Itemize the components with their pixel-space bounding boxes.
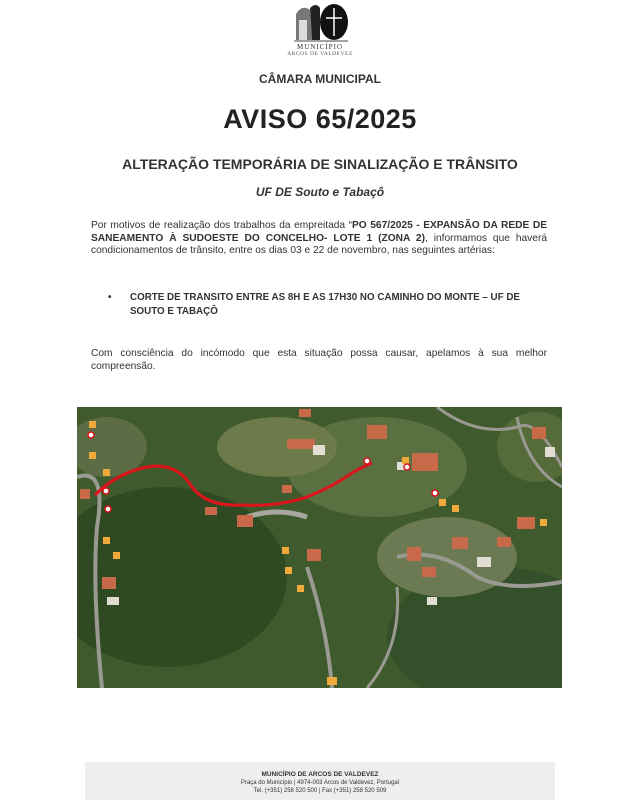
affected-roads-list — [108, 291, 548, 318]
list-item — [108, 291, 548, 318]
footer-organization: MUNICÍPIO DE ARCOS DE VALDEVEZ — [261, 771, 379, 778]
parish-name: UF DE Souto e Tabaçô — [255, 185, 385, 199]
intro-work-name: PO 567/2025 - EXPANSÃO DA REDE DE SANEAMENTO À SUDOESTE DO CONCELHO- LOTE 1 (ZONA 2) — [91, 220, 548, 244]
entity-heading: CÂMARA MUNICIPAL — [259, 72, 381, 86]
aerial-map — [77, 407, 562, 688]
bullet-icon: • — [108, 292, 112, 303]
intro-paragraph — [91, 220, 547, 258]
intro-text-before: Por motivos de realização dos trabalhos da empreitada “ — [91, 220, 352, 231]
footer-address: Praça do Município | 4974-003 Arcos de Valdevez, Portugal — [240, 780, 400, 786]
list-item-text: CORTE DE TRANSITO ENTRE AS 8H E AS 17H30 NO CAMINHO DO MONTE – UF DE SOUTO E TABAÇÔ — [130, 292, 520, 317]
footer-contacts: Tel. (+351) 258 520 500 | Fax (+351) 258 520 509 — [253, 788, 387, 794]
notice-title: AVISO 65/2025 — [223, 104, 417, 134]
page-footer — [85, 762, 555, 800]
closing-paragraph: Com consciência do incómodo que esta situação possa causar, apelamos à sua melhor compreensão. — [91, 348, 547, 372]
logo-municipality-text: MUNICÍPIO — [297, 43, 343, 51]
logo-place-text: ARCOS DE VALDEVEZ — [287, 51, 353, 57]
notice-subtitle: ALTERAÇÃO TEMPORÁRIA DE SINALIZAÇÃO E TRÂNSITO — [122, 156, 518, 172]
intro-text-after: , informamos que haverá condicionamentos de trânsito, entre os dias 03 e 22 de novembro, nas seguintes artérias: — [91, 232, 547, 256]
